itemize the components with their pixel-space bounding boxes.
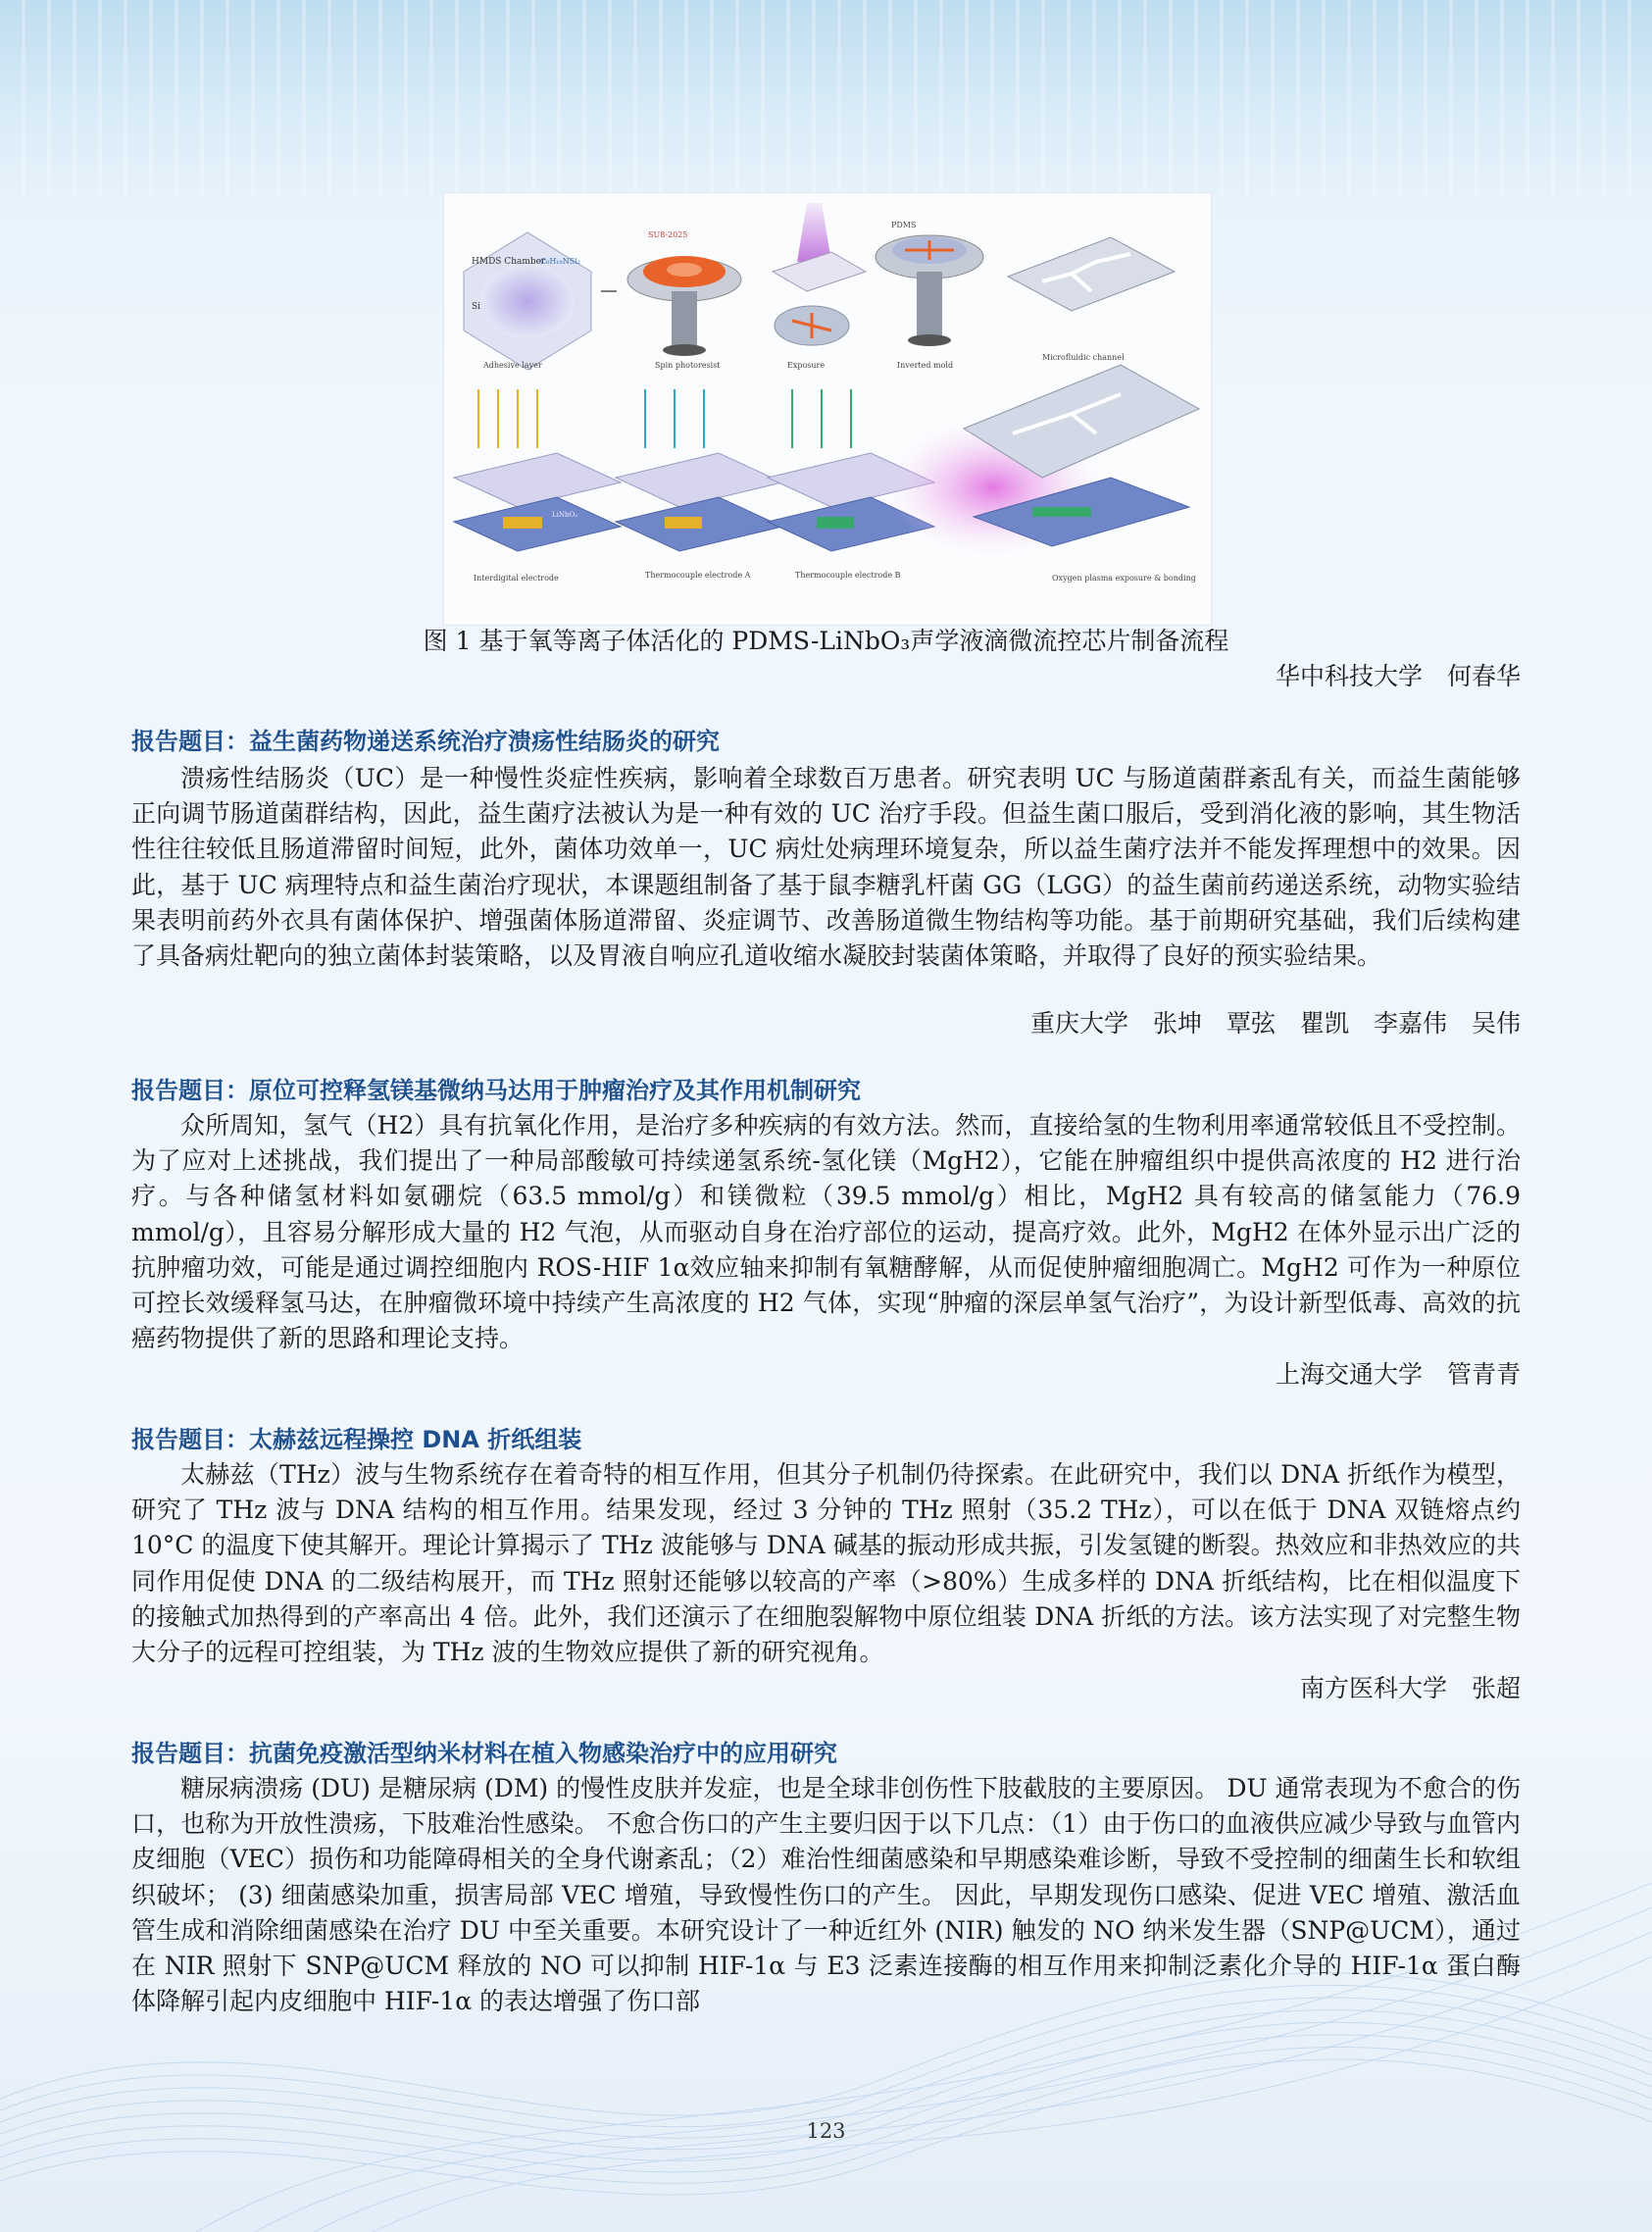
interdigital-electrode-step — [454, 389, 621, 583]
svg-text:Microfluidic channel: Microfluidic channel — [1042, 353, 1125, 362]
report-body-1: 溃疡性结肠炎（UC）是一种慢性炎症性疾病，影响着全球数百万患者。研究表明 UC 与肠道菌群紊乱有关，而益生菌能够正向调节肠道菌群结构，因此，益生菌疗法被认为是一种有效的 UC 治疗手段。但益生菌口服后，受到消化液的影响，其生物活性往往较低且肠道滞留时间短，此外，菌体功效单一，UC 病灶处病理环境复杂，所以益生菌疗法并不能发挥理想中的效果。因此，基于 UC 病理特点和益生菌治疗现状，本课题组制备了基于鼠李糖乳杆菌 GG（LGG）的益生菌前药递送系统，动物实验结果表明前药外衣具有菌体保护、增强菌体肠道滞留、炎症调节、改善肠道微生物结构等功能。基于前期研究基础，我们后续构建了具备病灶靶向的独立菌体封装策略，以及胃液自响应孔道收缩水凝胶封装菌体策略，并取得了良好的预实验结果。 — [131, 764, 1521, 971]
affiliation-2: 上海交通大学 管青青 — [1275, 1360, 1521, 1389]
svg-text:Spin photoresist: Spin photoresist — [655, 361, 721, 370]
svg-text:Adhesive layer: Adhesive layer — [483, 361, 542, 370]
microfluidic-channel-step — [1008, 237, 1175, 362]
svg-text:LiNbO₃: LiNbO₃ — [552, 511, 578, 519]
inverted-mold-step — [876, 221, 983, 346]
svg-text:PDMS: PDMS — [891, 221, 917, 229]
report-title-4: 报告题目：抗菌免疫激活型纳米材料在植入物感染治疗中的应用研究 — [131, 1740, 837, 1767]
svg-text:Inverted mold: Inverted mold — [897, 361, 954, 370]
thermocouple-a-step — [616, 389, 782, 580]
oxygen-plasma-bonding-step — [885, 365, 1199, 583]
report-title-3: 报告题目：太赫兹远程操控 DNA 折纸组装 — [131, 1426, 582, 1453]
fabrication-process-figure — [443, 192, 1212, 626]
affiliation-1: 重庆大学 张坤 覃弦 瞿凯 李嘉伟 吴伟 — [1029, 1009, 1521, 1038]
svg-text:Interdigital electrode: Interdigital electrode — [474, 574, 559, 583]
svg-text:Thermocouple electrode A: Thermocouple electrode A — [645, 571, 751, 580]
affiliation-0: 华中科技大学 何春华 — [1275, 662, 1521, 690]
affiliation-3: 南方医科大学 张超 — [1299, 1674, 1521, 1702]
figure-illustration — [444, 193, 1211, 625]
report-title-1: 报告题目：益生菌药物递送系统治疗溃疡性结肠炎的研究 — [131, 728, 720, 755]
svg-text:HMDS Chamber: HMDS Chamber — [472, 257, 546, 267]
page-number: 123 — [806, 2119, 846, 2143]
spin-photoresist-step — [627, 230, 741, 356]
top-decorative-band — [0, 0, 1652, 196]
report-body-3: 太赫兹（THz）波与生物系统存在着奇特的相互作用，但其分子机制仍待探索。在此研究中，我们以 DNA 折纸作为模型，研究了 THz 波与 DNA 结构的相互作用。结果发现，经过 3 分钟的 THz 照射（35.2 THz），可以在低于 DNA 双链熔点约 10°C 的温度下使其解开。理论计算揭示了 THz 波能够与 DNA 碱基的振动形成共振，引发氢键的断裂。热效应和非热效应的共同作用促使 DNA 的二级结构展开，而 THz 照射还能够以较高的产率（>80%）生成多样的 DNA 折纸结构，比在相似温度下的接触式加热得到的产率高出 4 倍。此外，我们还演示了在细胞裂解物中原位组装 DNA 折纸的方法。该方法实现了对完整生物大分子的远程可控组装，为 THz 波的生物效应提供了新的研究视角。 — [131, 1460, 1521, 1667]
svg-text:SU8-2025: SU8-2025 — [648, 230, 688, 239]
svg-text:C₆H₁₉NSi₂: C₆H₁₉NSi₂ — [540, 257, 580, 266]
report-body-4: 糖尿病溃疡 (DU) 是糖尿病 (DM) 的慢性皮肤并发症，也是全球非创伤性下肢截肢的主要原因。 DU 通常表现为不愈合的伤口，也称为开放性溃疡，下肢难治性感染。 不愈合伤口的产生主要归因于以下几点：（1）由于伤口的血液供应减少导致与血管内皮细胞（VEC）损伤和功能障碍相关的全身代谢紊乱；（2）难治性细菌感染和早期感染难诊断，导致不受控制的细菌生长和软组织破坏； (3) 细菌感染加重，损害局部 VEC 增殖，导致慢性伤口的产生。 因此，早期发现伤口感染、促进 VEC 增殖、激活血管生成和消除细菌感染在治疗 DU 中至关重要。本研究设计了一种近红外 (NIR) 触发的 NO 纳米发生器（SNP@UCM），通过在 NIR 照射下 SNP@UCM 释放的 NO 可以抑制 HIF-1α 与 E3 泛素连接酶的相互作用来抑制泛素化介导的 HIF-1α 蛋白酶体降解引起内皮细胞中 HIF-1α 的表达增强了伤口部 — [131, 1774, 1521, 2016]
figure-caption: 图 1 基于氧等离子体活化的 PDMS-LiNbO₃声学液滴微流控芯片制备流程 — [423, 627, 1229, 655]
report-body-2: 众所周知，氢气（H2）具有抗氧化作用，是治疗多种疾病的有效方法。然而，直接给氢的生物利用率通常较低且不受控制。为了应对上述挑战，我们提出了一种局部酸敏可持续递氢系统-氢化镁（MgH2），它能在肿瘤组织中提供高浓度的 H2 进行治疗。与各种储氢材料如氨硼烷（63.5 mmol/g）和镁微粒（39.5 mmol/g）相比，MgH2 具有较高的储氢能力（76.9 mmol/g），且容易分解形成大量的 H2 气泡，从而驱动自身在治疗部位的运动，提高疗效。此外，MgH2 在体外显示出广泛的抗肿瘤功效，可能是通过调控细胞内 ROS-HIF 1α效应轴来抑制有氧糖酵解，从而促使肿瘤细胞凋亡。MgH2 可作为一种原位可控长效缓释氢马达，在肿瘤微环境中持续产生高浓度的 H2 气体，实现“肿瘤的深层单氢气治疗”，为设计新型低毒、高效的抗癌药物提供了新的思路和理论支持。 — [131, 1111, 1521, 1353]
svg-text:Exposure: Exposure — [787, 361, 826, 370]
svg-text:Thermocouple electrode B: Thermocouple electrode B — [795, 571, 901, 580]
report-title-2: 报告题目：原位可控释氢镁基微纳马达用于肿瘤治疗及其作用机制研究 — [131, 1077, 861, 1104]
svg-text:Si: Si — [472, 302, 481, 312]
exposure-step — [773, 203, 866, 345]
hmds-chamber-step — [464, 232, 591, 370]
svg-text:Oxygen plasma exposure & bondi: Oxygen plasma exposure & bonding — [1052, 574, 1196, 583]
